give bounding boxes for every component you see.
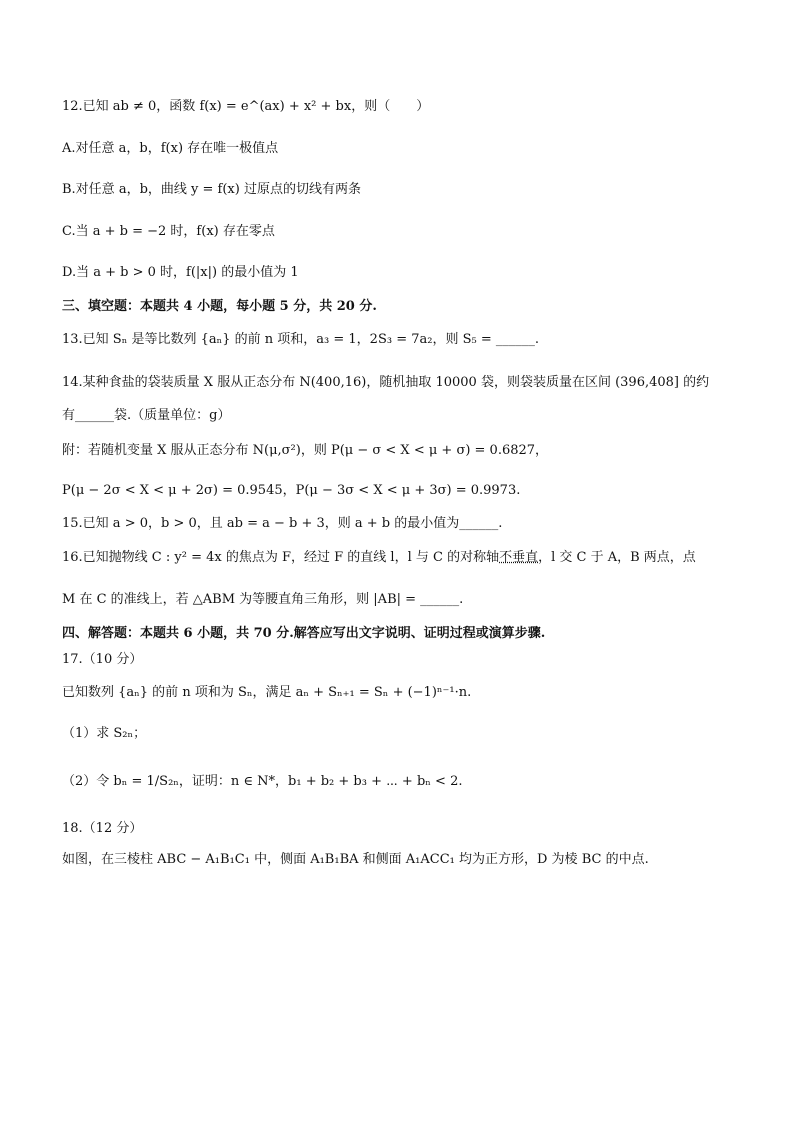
question-12: 12.已知 ab ≠ 0，函数 f(x) = e^(ax) + x² + bx，则（ ）: [62, 99, 430, 114]
question-14-cont: 有______袋.（质量单位：g）: [62, 408, 231, 423]
question-14-note-2: P(μ − 2σ < X < μ + 2σ) = 0.9545，P(μ − 3σ < X < μ + 3σ) = 0.9973.: [62, 483, 521, 498]
question-18-header: 18.（12 分）: [62, 821, 143, 836]
question-17-header: 17.（10 分）: [62, 652, 143, 667]
question-13: 13.已知 Sₙ 是等比数列 {aₙ} 的前 n 项和，a₃ = 1，2S₃ = 7a₂，则 S₅ = ______.: [62, 332, 539, 347]
option-12-d: D.当 a + b > 0 时，f(|x|) 的最小值为 1: [62, 265, 299, 280]
question-14-note-1: 附：若随机变量 X 服从正态分布 N(μ,σ²)，则 P(μ − σ < X < μ + σ) = 0.6827，: [62, 443, 549, 458]
option-12-a: A.对任意 a，b，f(x) 存在唯一极值点: [62, 141, 279, 156]
question-16: [62, 548, 696, 568]
section-4-heading: 四、解答题：本题共 6 小题，共 70 分.解答应写出文字说明、证明过程或演算步骤.: [62, 626, 546, 641]
question-18-stem: 如图，在三棱柱 ABC − A₁B₁C₁ 中，侧面 A₁B₁BA 和侧面 A₁ACC₁ 均为正方形，D 为棱 BC 的中点.: [62, 852, 649, 867]
question-16-post: ，l 交 C 于 A，B 两点，点: [538, 550, 696, 565]
question-15: 15.已知 a > 0，b > 0，且 ab = a − b + 3，则 a + b 的最小值为______.: [62, 516, 503, 531]
question-17-part-1: （1）求 S₂ₙ；: [62, 726, 147, 741]
option-12-c: C.当 a + b = −2 时，f(x) 存在零点: [62, 224, 275, 239]
question-16-pre: 16.已知抛物线 C : y² = 4x 的焦点为 F，经过 F 的直线 l，l 与 C 的对称轴: [62, 550, 500, 565]
question-16-cont: M 在 C 的准线上，若 △ABM 为等腰直角三角形，则 |AB| = ______.: [62, 592, 464, 607]
question-16-emphasis: 不垂直: [499, 550, 539, 565]
question-14: 14.某种食盐的袋装质量 X 服从正态分布 N(400,16)，随机抽取 10000 袋，则袋装质量在区间 (396,408] 的约: [62, 375, 710, 390]
option-12-b: B.对任意 a，b，曲线 y = f(x) 过原点的切线有两条: [62, 182, 361, 197]
question-17-stem: 已知数列 {aₙ} 的前 n 项和为 Sₙ，满足 aₙ + Sₙ₊₁ = Sₙ + (−1)ⁿ⁻¹·n.: [62, 685, 472, 700]
question-17-part-2: （2）令 bₙ = 1/S₂ₙ，证明：n ∈ N*，b₁ + b₂ + b₃ + ⋯ + bₙ < 2.: [62, 774, 463, 789]
section-3-heading: 三、填空题：本题共 4 小题，每小题 5 分，共 20 分.: [62, 299, 377, 314]
